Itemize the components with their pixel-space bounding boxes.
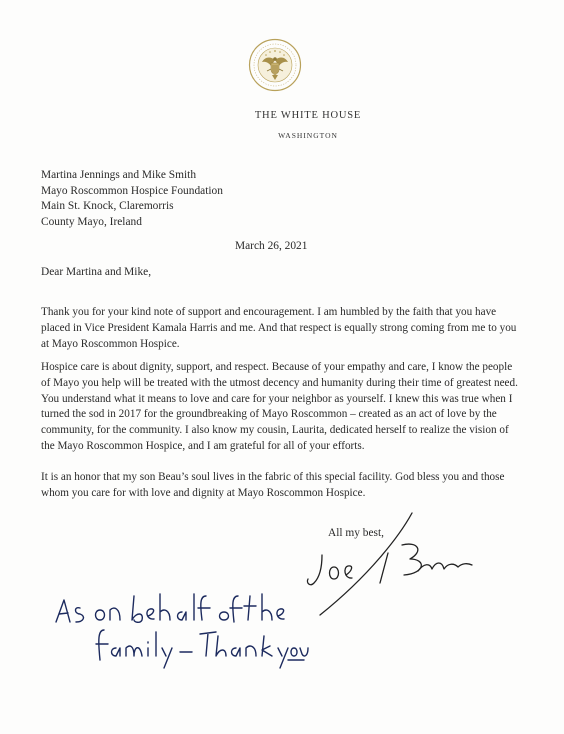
salutation: Dear Martina and Mike, — [41, 266, 152, 278]
closing: All my best, — [328, 527, 385, 539]
letterhead-subtitle: WASHINGTON — [278, 131, 338, 140]
recipient-region: County Mayo, Ireland — [41, 215, 142, 228]
recipient-organization: Mayo Roscommon Hospice Foundation — [41, 184, 223, 197]
paragraph-1: Thank you for your kind note of support and encouragement. I am humbled by the faith that you have placed in Vice President Kamala Harris and me. And that respect is equally strong coming from me to you at Mayo Roscommon Hospice. — [41, 306, 517, 350]
signature — [300, 505, 480, 620]
paragraph-2: Hospice care is about dignity, support, and respect. Because of your empathy and care, I know the people of Mayo you help will be treated with the utmost decency and humanity during their time of greatest need. You understand what it means to love and care for your neighbor as yourself. I knew this was true when I turned the sod in 2017 for the groundbreaking of Mayo Roscommon – created as an act of love by the community, for the community. I also know my cousin, Laurita, dedicated herself to realize the vision of the Mayo Roscommon Hospice, and I am grateful for all of your efforts. — [41, 361, 518, 452]
recipient-address — [41, 168, 223, 230]
recipient-names: Martina Jennings and Mike Smith — [41, 169, 197, 181]
letter-date: March 26, 2021 — [235, 240, 308, 252]
handwritten-postscript — [50, 590, 310, 670]
recipient-street: Main St. Knock, Claremorris — [41, 200, 174, 213]
paragraph-3: It is an honor that my son Beau’s soul lives in the fabric of this special facility. God bless you and those whom you care for with love and dignity at Mayo Roscommon Hospice. — [41, 471, 505, 499]
presidential-seal-icon — [248, 38, 302, 92]
letterhead-title: THE WHITE HOUSE — [254, 110, 362, 121]
